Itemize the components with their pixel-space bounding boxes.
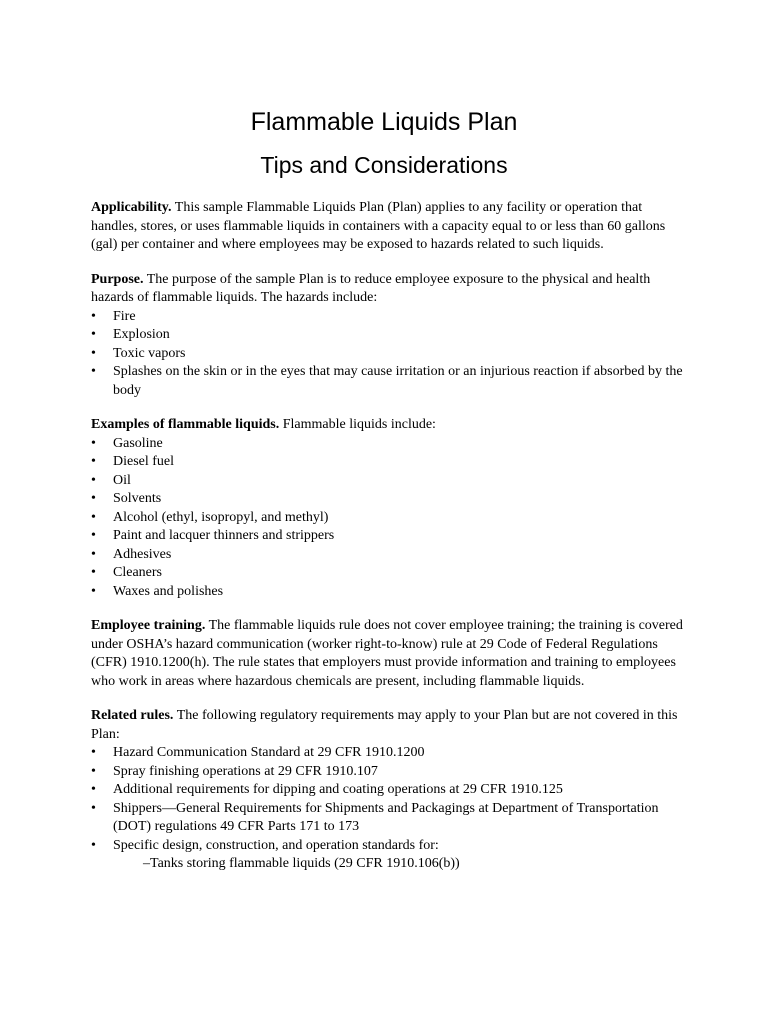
list-item: • Solvents (91, 490, 691, 509)
list-item: • Hazard Communication Standard at 29 CFR 1910.1200 (91, 744, 691, 763)
training-section (91, 617, 691, 691)
list-item: • Additional requirements for dipping and coating operations at 29 CFR 1910.125 (91, 781, 691, 800)
examples-section (91, 416, 691, 601)
list-item: • Spray finishing operations at 29 CFR 1910.107 (91, 763, 691, 782)
applicability-text: This sample Flammable Liquids Plan (Plan) applies to any facility or operation that handles, stores, or uses flammable liquids in containers with a capacity equal to or less than 60 gallons (gal) per container and where employees may be exposed to hazards related to such liquids. (91, 200, 666, 252)
list-item: • Diesel fuel (91, 453, 691, 472)
purpose-section (91, 271, 691, 401)
purpose-text: The purpose of the sample Plan is to reduce employee exposure to the physical and health hazards of flammable liquids. The hazards include: (91, 271, 651, 305)
purpose-paragraph (91, 271, 691, 308)
examples-list (91, 435, 691, 602)
list-item: • Alcohol (ethyl, isopropyl, and methyl) (91, 509, 691, 528)
tanks-subitem: –Tanks storing flammable liquids (29 CFR 1910.106(b)) (143, 856, 460, 871)
examples-heading: Examples of flammable liquids. (91, 417, 280, 432)
examples-text: Flammable liquids include: (282, 417, 436, 432)
document-title: Flammable Liquids Plan (250, 108, 518, 136)
applicability-section (91, 199, 691, 255)
applicability-heading: Applicability. (91, 200, 172, 215)
list-item: • Oil (91, 472, 691, 491)
document-subtitle: Tips and Considerations (260, 152, 508, 178)
list-item: • Paint and lacquer thinners and strippers (91, 527, 691, 546)
list-item: • Cleaners (91, 564, 691, 583)
list-item: • Explosion (91, 326, 691, 345)
list-item: • Waxes and polishes (91, 583, 691, 602)
list-item: • Gasoline (91, 435, 691, 454)
applicability-paragraph (91, 199, 691, 255)
purpose-heading: Purpose. (91, 271, 144, 287)
related-rules-section (91, 707, 691, 874)
related-rules-heading: Related rules. (91, 708, 174, 723)
related-rules-paragraph (91, 707, 691, 744)
list-item: • Adhesives (91, 546, 691, 565)
related-rules-text: The following regulatory requirements may apply to your Plan but are not covered in this Plan: (91, 708, 678, 742)
list-item: • Splashes on the skin or in the eyes that may cause irritation or an injurious reaction if absorbed by the body (91, 363, 691, 400)
document-body (91, 199, 691, 890)
list-item: • Shippers—General Requirements for Shipments and Packagings at Department of Transportation (DOT) regulations 49 CFR Parts 171 to 173 (91, 800, 691, 837)
related-rules-list (91, 744, 691, 855)
training-heading: Employee training. (91, 618, 206, 633)
examples-paragraph (91, 416, 691, 435)
hazards-list (91, 308, 691, 401)
training-paragraph (91, 617, 691, 691)
list-item: • Toxic vapors (91, 345, 691, 364)
training-text: The flammable liquids rule does not cover employee training; the training is covered under OSHA’s hazard communication (worker right-to-know) rule at 29 Code of Federal Regulations (CFR) 1910.1200(h). The rule states that employers must provide information and training to employees who work in areas where hazardous chemicals are present, including flammable liquids. (91, 618, 683, 689)
list-item: • Fire (91, 308, 691, 327)
list-item: • Specific design, construction, and operation standards for: (91, 837, 691, 856)
